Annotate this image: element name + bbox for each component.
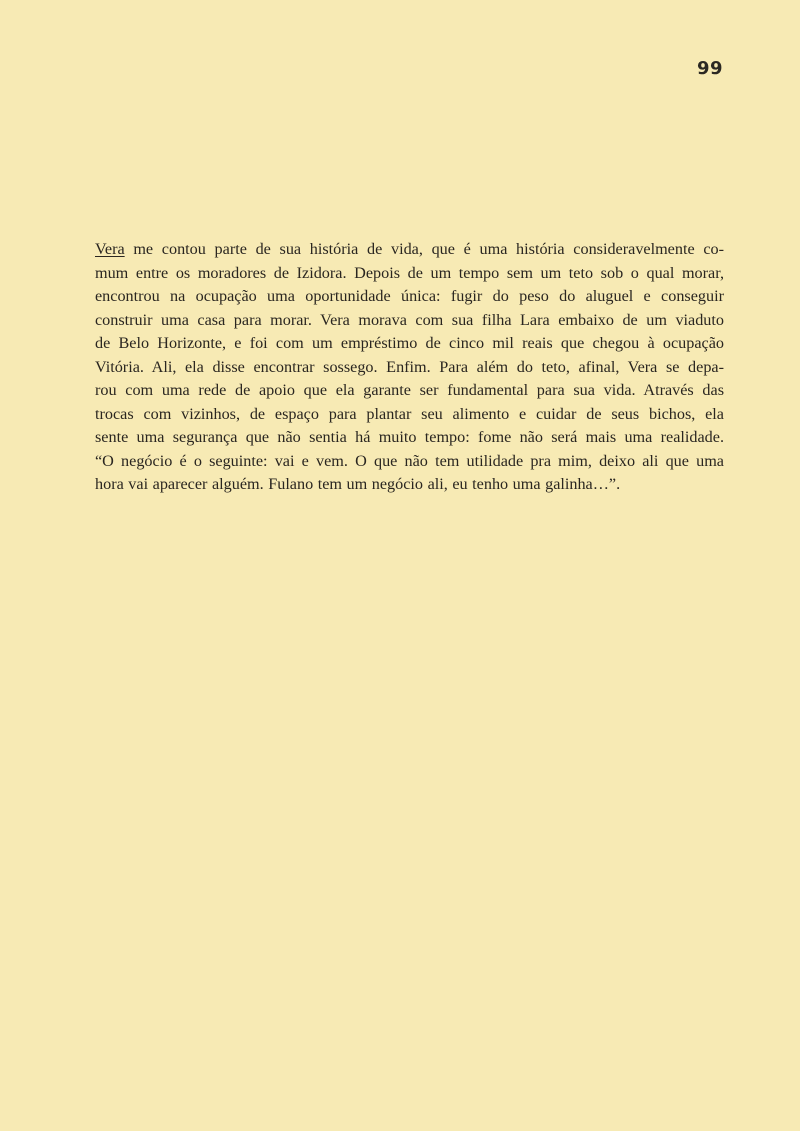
paragraph-line-1 (95, 238, 724, 262)
paragraph-line-5: de Belo Horizonte, e foi com um empréstimo de cinco mil reais que chegou à ocupação (95, 334, 724, 352)
paragraph-line-2: mum entre os moradores de Izidora. Depois de um tempo sem um teto sob o qual morar, (95, 263, 724, 282)
paragraph-line-11: hora vai aparecer alguém. Fulano tem um negócio ali, eu tenho uma galinha…”. (95, 475, 621, 493)
page-number: 99 (696, 58, 723, 79)
paragraph-line-6: Vitória. Ali, ela disse encontrar sossego. Enfim. Para além do teto, afinal, Vera se depa- (95, 357, 724, 376)
paragraph-line-3: encontrou na ocupação uma oportunidade única: fugir do peso do aluguel e conseguir (95, 287, 724, 305)
paragraph-line-4: construir uma casa para morar. Vera morava com sua filha Lara embaixo de um viaduto (95, 310, 724, 329)
paragraph-line-10: “O negócio é o seguinte: vai e vem. O que não tem utilidade pra mim, deixo ali que uma (95, 451, 724, 470)
underlined-name: Vera (95, 240, 125, 258)
body-paragraph (95, 238, 724, 497)
line-text: me contou parte de sua história de vida, que é uma história consideravelmente co- (124, 240, 724, 258)
paragraph-line-8: trocas com vizinhos, de espaço para plantar seu alimento e cuidar de seus bichos, ela (95, 404, 724, 423)
paragraph-line-7: rou com uma rede de apoio que ela garante ser fundamental para sua vida. Através das (95, 381, 724, 399)
paragraph-line-9: sente uma segurança que não sentia há muito tempo: fome não será mais uma realidade. (95, 428, 724, 446)
